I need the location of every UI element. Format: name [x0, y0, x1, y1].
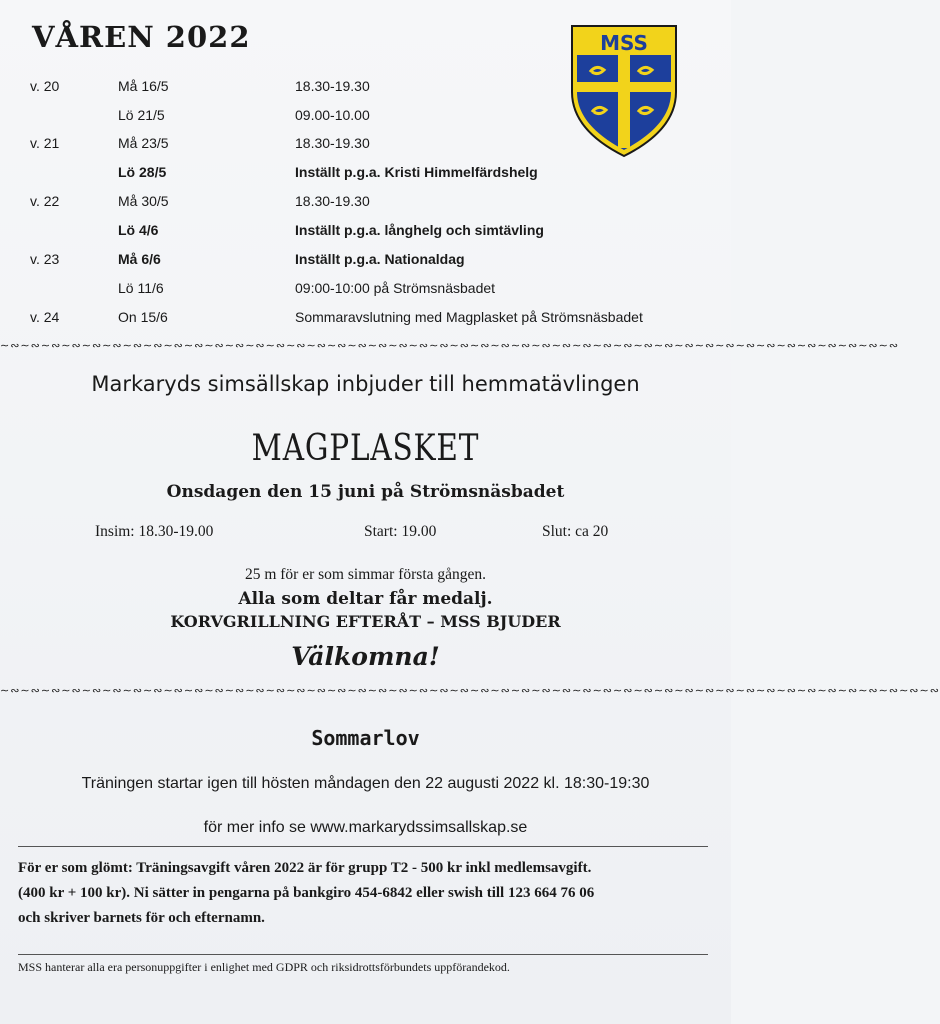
schedule-row [0, 193, 700, 215]
schedule-row [0, 78, 700, 100]
insim-time: Insim: 18.30-19.00 [95, 523, 214, 540]
day-cell: On 15/6 [118, 309, 168, 325]
end-time: Slut: ca 20 [542, 523, 609, 540]
divider-line [18, 846, 708, 847]
fee-line: och skriver barnets för och efternamn. [18, 910, 265, 926]
schedule-row [0, 309, 700, 331]
day-cell: Lö 4/6 [118, 222, 159, 238]
grill-info: KORVGRILLNING EFTERÅT – MSS BJUDER [170, 612, 561, 631]
fee-notice [18, 856, 718, 931]
medal-info: Alla som deltar får medalj. [238, 589, 493, 609]
gdpr-notice: MSS hanterar alla era personuppgifter i enlighet med GDPR och riksidrottsförbundets uppförandekod. [18, 960, 510, 974]
divider-line [18, 954, 708, 955]
day-cell: Lö 28/5 [118, 164, 167, 180]
week-cell: v. 24 [30, 309, 60, 325]
start-time: Start: 19.00 [364, 523, 437, 540]
week-cell: v. 20 [30, 78, 60, 94]
info-cell: 18.30-19.30 [295, 193, 370, 209]
schedule-row [0, 107, 700, 129]
distance-info: 25 m för er som simmar första gången. [244, 566, 487, 583]
more-info-text: för mer info se www.markarydssimsallskap.se [203, 819, 528, 836]
fee-line: För er som glömt: Träningsavgift våren 2022 är för grupp T2 - 500 kr inkl medlemsavgift. [18, 860, 592, 876]
info-cell: 09:00-10:00 på Strömsnäsbadet [295, 280, 496, 296]
ornament-divider: ∼∾∼∾∼∾∼∾∼∾∼∾∼∾∼∾∼∾∼∾∼∾∼∾∼∾∼∾∼∾∼∾∼∾∼∾∼∾∼∾∼∾∼∾∼∾∼∾∼∾∼∾∼∾∼∾∼∾∼∾∼∾∼∾∼∾∼∾∼∾∼∾∼∾∼∾∼∾∼∾∼∾∼∾∼∾∼∾∼∾∼∾ [0, 685, 940, 697]
day-cell: Må 16/5 [118, 78, 169, 94]
schedule-row [0, 135, 700, 157]
welcome-text: Välkomna! [291, 642, 440, 671]
logo-text: MSS [600, 31, 648, 55]
event-date: Onsdagen den 15 juni på Strömsnäsbadet [166, 482, 565, 502]
week-cell: v. 23 [30, 251, 60, 267]
day-cell: Må 6/6 [118, 251, 161, 267]
info-cell: Inställt p.g.a. Nationaldag [295, 251, 465, 267]
info-cell: 18.30-19.30 [295, 135, 370, 151]
week-cell: v. 21 [30, 135, 60, 151]
day-cell: Må 23/5 [118, 135, 169, 151]
summer-heading: Sommarlov [311, 726, 420, 750]
ornament-divider: ∼∾∼∾∼∾∼∾∼∾∼∾∼∾∼∾∼∾∼∾∼∾∼∾∼∾∼∾∼∾∼∾∼∾∼∾∼∾∼∾∼∾∼∾∼∾∼∾∼∾∼∾∼∾∼∾∼∾∼∾∼∾∼∾∼∾∼∾∼∾∼∾∼∾∼∾∼∾∼∾∼∾∼∾∼∾∼∾ [0, 340, 900, 352]
fee-line: (400 kr + 100 kr). Ni sätter in pengarna på bankgiro 454-6842 eller swish till 123 664 76 06 [18, 885, 595, 901]
day-cell: Må 30/5 [118, 193, 169, 209]
info-cell: Inställt p.g.a. Kristi Himmelfärdshelg [295, 164, 538, 180]
invitation-text: Markaryds simsällskap inbjuder till hemmatävlingen [91, 372, 640, 396]
week-cell: v. 22 [30, 193, 60, 209]
info-cell: 09.00-10.00 [295, 107, 370, 123]
info-cell: Sommaravslutning med Magplasket på Strömsnäsbadet [295, 309, 643, 325]
info-cell: 18.30-19.30 [295, 78, 370, 94]
schedule-row [0, 251, 700, 273]
day-cell: Lö 21/5 [118, 107, 165, 123]
schedule-row [0, 164, 700, 186]
schedule-row [0, 222, 700, 244]
page-title: VÅREN 2022 [32, 20, 251, 54]
event-name: MAGPLASKET [251, 428, 480, 469]
restart-info: Träningen startar igen till hösten måndagen den 22 augusti 2022 kl. 18:30-19:30 [81, 775, 650, 792]
schedule-row [0, 280, 700, 302]
day-cell: Lö 11/6 [118, 280, 164, 296]
info-cell: Inställt p.g.a. långhelg och simtävling [295, 222, 544, 238]
